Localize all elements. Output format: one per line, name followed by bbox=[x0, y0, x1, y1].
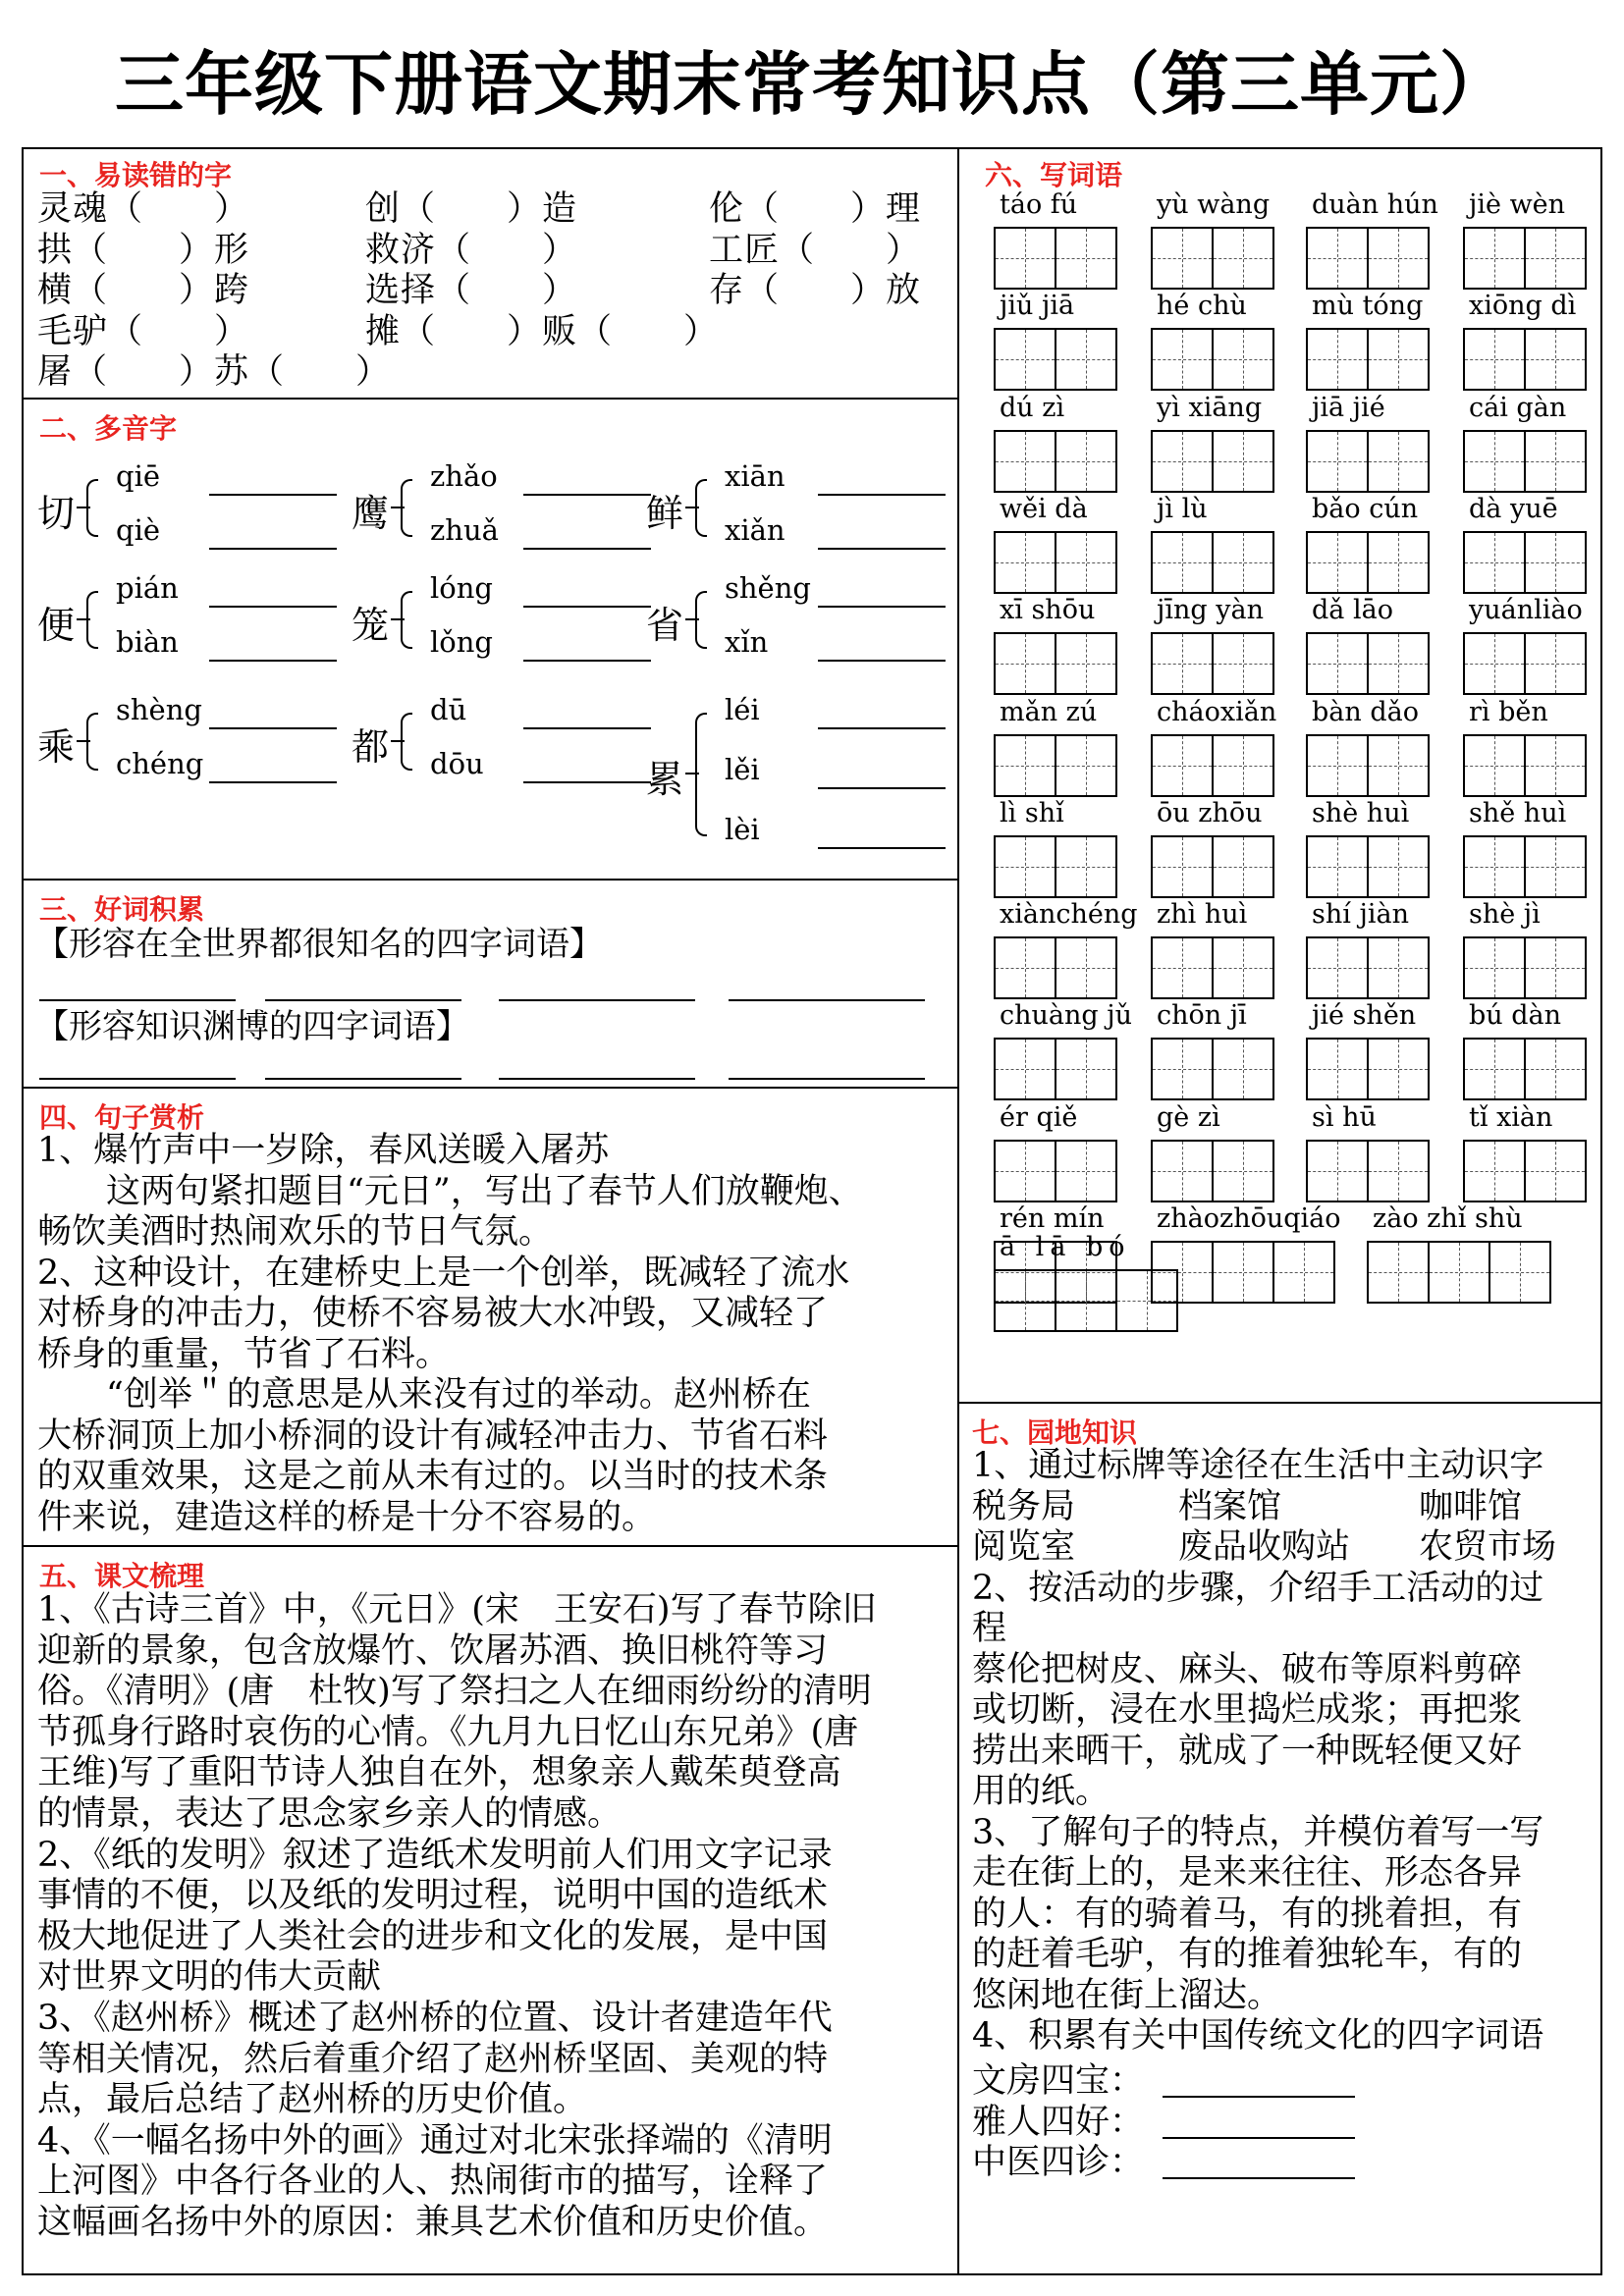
answer-line[interactable] bbox=[39, 1078, 236, 1080]
misread-item: 拱（ ）形 bbox=[37, 230, 250, 270]
writing-cell[interactable] bbox=[1463, 1038, 1526, 1100]
writing-cell[interactable] bbox=[1212, 835, 1274, 898]
answer-line[interactable] bbox=[209, 606, 337, 608]
pinyin-reading: qiè bbox=[116, 513, 161, 547]
misread-item: 摊（ ）贩（ ） bbox=[365, 311, 720, 351]
polyphonic-char: 乘 bbox=[37, 724, 76, 769]
text-line: 的赶着毛驴，有的推着独轮车，有的 bbox=[972, 1935, 1523, 1974]
writing-cell[interactable] bbox=[1055, 1140, 1117, 1202]
answer-line[interactable] bbox=[729, 999, 925, 1001]
answer-line[interactable] bbox=[523, 494, 651, 496]
writing-cell[interactable] bbox=[1524, 835, 1587, 898]
pinyin-reading: zhǎo bbox=[430, 459, 498, 493]
text-line: 3、了解句子的特点，并模仿着写一写 bbox=[972, 1812, 1544, 1852]
writing-cell[interactable] bbox=[1306, 328, 1369, 391]
pinyin-reading: zhuǎ bbox=[430, 513, 499, 547]
writing-cell[interactable] bbox=[1212, 1241, 1274, 1304]
writing-cell[interactable] bbox=[1524, 531, 1587, 594]
pinyin-reading: pián bbox=[116, 571, 179, 605]
writing-cell[interactable] bbox=[1151, 835, 1214, 898]
writing-cell[interactable] bbox=[1367, 1038, 1430, 1100]
brace-icon bbox=[86, 713, 98, 771]
writing-cell[interactable] bbox=[1306, 227, 1369, 290]
section-4-heading: 四、句子赏析 bbox=[39, 1101, 205, 1134]
text-line: 悠闲地在街上溜达。 bbox=[972, 1975, 1282, 2015]
text-line: 用的纸。 bbox=[972, 1772, 1110, 1811]
pinyin-prompt: táo fú bbox=[1000, 189, 1078, 220]
brace-tip bbox=[391, 618, 405, 620]
misread-item: 选择（ ） bbox=[365, 271, 578, 310]
text-line: 节孤身行路时哀伤的心情。《九月九日忆山东兄弟》(唐 bbox=[37, 1712, 859, 1752]
text-line: 2、这种设计，在建桥史上是一个创举，既减轻了流水 bbox=[37, 1253, 850, 1293]
pinyin-prompt: rì běn bbox=[1469, 696, 1548, 727]
answer-line[interactable] bbox=[209, 781, 337, 783]
brace-tip bbox=[77, 740, 90, 742]
answer-line[interactable] bbox=[729, 1078, 925, 1080]
brace-icon bbox=[695, 713, 707, 836]
fill-label: 中医四诊： bbox=[972, 2143, 1145, 2182]
pinyin-prompt: sì hū bbox=[1312, 1101, 1377, 1133]
brace-tip bbox=[685, 773, 699, 774]
writing-cell[interactable] bbox=[1306, 1038, 1369, 1100]
pinyin-prompt: zhàozhōuqiáo bbox=[1157, 1203, 1341, 1234]
pinyin-reading: dōu bbox=[430, 747, 484, 780]
answer-line[interactable] bbox=[209, 727, 337, 729]
text-line: 2、《纸的发明》叙述了造纸术发明前人们用文字记录 bbox=[37, 1835, 833, 1875]
pinyin-prompt: chuàng jǔ bbox=[1000, 1000, 1133, 1032]
writing-cell[interactable] bbox=[1306, 734, 1369, 797]
pinyin-prompt: yì xiāng bbox=[1157, 392, 1263, 423]
answer-line[interactable] bbox=[523, 606, 651, 608]
misread-item: 工匠（ ） bbox=[709, 230, 922, 270]
writing-cell[interactable] bbox=[1367, 734, 1430, 797]
text-line: 上河图》中各行各业的人、热闹街市的描写，诠释了 bbox=[37, 2162, 829, 2202]
writing-cell[interactable] bbox=[1306, 936, 1369, 999]
pinyin-prompt: yuánliào bbox=[1469, 595, 1583, 626]
text-line: 走在街上的，是来来往往、形态各异 bbox=[972, 1853, 1523, 1893]
text-line: 对桥身的冲击力，使桥不容易被大水冲毁，又减轻了 bbox=[37, 1294, 829, 1333]
misread-item: 横（ ）跨 bbox=[37, 271, 250, 310]
answer-line[interactable] bbox=[523, 781, 651, 783]
writing-cell[interactable] bbox=[1055, 531, 1117, 594]
brace-icon bbox=[695, 591, 707, 649]
writing-cell[interactable] bbox=[994, 1140, 1056, 1202]
text-line: 桥身的重量，节省了石料。 bbox=[37, 1334, 451, 1374]
pinyin-prompt: bǎo cún bbox=[1312, 493, 1419, 524]
text-line: 事情的不便，以及纸的发明过程，说明中国的造纸术 bbox=[37, 1876, 829, 1916]
word-prompt-1: 【形容在全世界都很知名的四字词语】 bbox=[35, 925, 603, 964]
pinyin-prompt: wěi dà bbox=[1000, 493, 1088, 524]
pinyin-reading: xǐn bbox=[725, 625, 769, 659]
writing-cell[interactable] bbox=[1489, 1241, 1551, 1304]
writing-cell[interactable] bbox=[1306, 632, 1369, 695]
pinyin-prompt: cháoxiǎn bbox=[1157, 696, 1277, 727]
text-line: 迎新的景象，包含放爆竹、饮屠苏酒、换旧桃符等习 bbox=[37, 1630, 829, 1671]
text-line: 4、《一幅名扬中外的画》通过对北宋张择端的《清明 bbox=[37, 2120, 833, 2161]
pinyin-prompt: rén mín bbox=[1000, 1203, 1105, 1234]
misread-item: 救济（ ） bbox=[365, 230, 578, 270]
writing-cell[interactable] bbox=[1151, 531, 1214, 594]
page-title: 三年级下册语文期末常考知识点（第三单元） bbox=[115, 44, 1509, 125]
writing-cell[interactable] bbox=[1463, 835, 1526, 898]
pinyin-prompt: bú dàn bbox=[1469, 1000, 1562, 1032]
writing-cell[interactable] bbox=[1367, 1241, 1430, 1304]
writing-cell[interactable] bbox=[1151, 227, 1214, 290]
writing-cell[interactable] bbox=[994, 1269, 1056, 1332]
text-line: 的人：有的骑着马，有的挑着担，有 bbox=[972, 1894, 1523, 1934]
fill-label: 雅人四好： bbox=[972, 2102, 1145, 2142]
answer-line[interactable] bbox=[523, 548, 651, 550]
answer-line[interactable] bbox=[39, 999, 236, 1001]
writing-cell[interactable] bbox=[994, 328, 1056, 391]
writing-cell[interactable] bbox=[1055, 1269, 1117, 1332]
pinyin-reading: chéng bbox=[116, 747, 204, 780]
text-line: 税务局 档案馆 咖啡馆 bbox=[972, 1486, 1523, 1526]
pinyin-prompt: jiè wèn bbox=[1469, 189, 1566, 220]
divider-2 bbox=[22, 879, 957, 881]
section-5-heading: 五、课文梳理 bbox=[39, 1560, 205, 1592]
writing-cell[interactable] bbox=[1055, 936, 1117, 999]
polyphonic-char: 鹰 bbox=[352, 491, 390, 535]
writing-cell[interactable] bbox=[1524, 227, 1587, 290]
writing-cell[interactable] bbox=[1212, 328, 1274, 391]
writing-cell[interactable] bbox=[1055, 632, 1117, 695]
pinyin-reading: biàn bbox=[116, 625, 179, 659]
text-line: 阅览室 废品收购站 农贸市场 bbox=[972, 1527, 1557, 1567]
writing-cell[interactable] bbox=[1463, 227, 1526, 290]
pinyin-prompt: cái gàn bbox=[1469, 392, 1567, 423]
text-line: 这幅画名扬中外的原因：兼具艺术价值和历史价值。 bbox=[37, 2203, 829, 2242]
text-line: 或切断，浸在水里捣烂成浆；再把浆 bbox=[972, 1690, 1523, 1730]
writing-cell[interactable] bbox=[1428, 1241, 1490, 1304]
writing-cell[interactable] bbox=[1151, 1140, 1214, 1202]
text-line: 捞出来晒干，就成了一种既轻便又好 bbox=[972, 1731, 1523, 1771]
pinyin-prompt: ér qiě bbox=[1000, 1101, 1078, 1133]
pinyin-reading: lǒng bbox=[430, 625, 493, 659]
text-line: 3、《赵州桥》概述了赵州桥的位置、设计者建造年代 bbox=[37, 1999, 833, 2038]
brace-tip bbox=[391, 507, 405, 508]
answer-line[interactable] bbox=[818, 727, 946, 729]
text-line: 这两句紧扣题目“元日”，写出了春节人们放鞭炮、 bbox=[37, 1171, 863, 1211]
text-line: 等相关情况，然后着重介绍了赵州桥坚固、美观的特 bbox=[37, 2039, 829, 2079]
writing-cell[interactable] bbox=[1524, 734, 1587, 797]
writing-cell[interactable] bbox=[1367, 835, 1430, 898]
pinyin-reading: lèi bbox=[725, 813, 760, 846]
text-line: 畅饮美酒时热闹欢乐的节日气氛。 bbox=[37, 1212, 554, 1252]
pinyin-reading: léi bbox=[725, 693, 760, 726]
writing-cell[interactable] bbox=[1212, 734, 1274, 797]
writing-cell[interactable] bbox=[1151, 632, 1214, 695]
pinyin-prompt: jīng yàn bbox=[1157, 595, 1265, 626]
answer-line[interactable] bbox=[1163, 2177, 1355, 2179]
misread-item: 灵魂（ ） bbox=[37, 189, 250, 229]
answer-line[interactable] bbox=[818, 606, 946, 608]
pinyin-reading: dū bbox=[430, 693, 467, 726]
writing-cell[interactable] bbox=[994, 430, 1056, 493]
polyphonic-char: 鲜 bbox=[646, 491, 684, 535]
column-divider bbox=[957, 147, 959, 2275]
writing-cell[interactable] bbox=[1524, 1140, 1587, 1202]
pinyin-prompt: dà yuē bbox=[1469, 493, 1558, 524]
writing-cell[interactable] bbox=[1367, 1140, 1430, 1202]
polyphonic-char: 省 bbox=[646, 603, 684, 647]
writing-cell[interactable] bbox=[994, 632, 1056, 695]
pinyin-prompt: ā lā bó bbox=[1000, 1231, 1131, 1262]
brace-icon bbox=[86, 591, 98, 649]
text-line: 的情景，表达了思念家乡亲人的情感。 bbox=[37, 1794, 623, 1834]
writing-cell[interactable] bbox=[1055, 1038, 1117, 1100]
text-line: 1、通过标牌等途径在生活中主动识字 bbox=[972, 1446, 1544, 1485]
answer-line[interactable] bbox=[265, 1078, 461, 1080]
writing-cell[interactable] bbox=[1212, 1140, 1274, 1202]
answer-line[interactable] bbox=[499, 1078, 695, 1080]
answer-line[interactable] bbox=[818, 847, 946, 849]
text-line: “创举＂的意思是从来没有过的举动。赵州桥在 bbox=[37, 1375, 811, 1415]
misread-item: 创（ ）造 bbox=[365, 189, 578, 229]
brace-tip bbox=[77, 507, 90, 508]
polyphonic-char: 切 bbox=[37, 491, 76, 535]
writing-cell[interactable] bbox=[1212, 531, 1274, 594]
answer-line[interactable] bbox=[818, 548, 946, 550]
writing-cell[interactable] bbox=[1151, 1038, 1214, 1100]
pinyin-prompt: duàn hún bbox=[1312, 189, 1438, 220]
pinyin-prompt: xiōng dì bbox=[1469, 291, 1577, 322]
writing-cell[interactable] bbox=[994, 734, 1056, 797]
pinyin-prompt: zhì huì bbox=[1157, 899, 1248, 931]
polyphonic-char: 笼 bbox=[352, 603, 390, 647]
pinyin-prompt: dǎ lāo bbox=[1312, 595, 1393, 626]
writing-cell[interactable] bbox=[1212, 936, 1274, 999]
answer-line[interactable] bbox=[523, 660, 651, 662]
pinyin-reading: xiān bbox=[725, 459, 785, 493]
brace-icon bbox=[86, 479, 98, 537]
writing-cell[interactable] bbox=[994, 227, 1056, 290]
writing-cell[interactable] bbox=[1306, 531, 1369, 594]
writing-cell[interactable] bbox=[1151, 430, 1214, 493]
pinyin-prompt: shí jiàn bbox=[1312, 899, 1409, 931]
pinyin-prompt: shè huì bbox=[1312, 797, 1410, 828]
writing-cell[interactable] bbox=[1367, 328, 1430, 391]
writing-cell[interactable] bbox=[1367, 531, 1430, 594]
divider-5 bbox=[957, 1402, 1602, 1404]
section-3-heading: 三、好词积累 bbox=[39, 893, 205, 926]
pinyin-prompt: lì shǐ bbox=[1000, 797, 1064, 828]
pinyin-prompt: xiànchéng bbox=[1000, 899, 1138, 931]
writing-cell[interactable] bbox=[1055, 328, 1117, 391]
fill-label: 文房四宝： bbox=[972, 2061, 1145, 2101]
writing-cell[interactable] bbox=[994, 531, 1056, 594]
text-line: 的双重效果，这是之前从未有过的。以当时的技术条 bbox=[37, 1457, 829, 1496]
writing-cell[interactable] bbox=[994, 835, 1056, 898]
polyphonic-char: 都 bbox=[352, 724, 390, 769]
writing-cell[interactable] bbox=[1367, 632, 1430, 695]
answer-line[interactable] bbox=[499, 999, 695, 1001]
pinyin-reading: shěng bbox=[725, 571, 811, 605]
divider-1 bbox=[22, 398, 957, 400]
brace-tip bbox=[685, 618, 699, 620]
writing-cell[interactable] bbox=[1055, 227, 1117, 290]
writing-cell[interactable] bbox=[1306, 835, 1369, 898]
writing-cell[interactable] bbox=[1212, 632, 1274, 695]
text-line: 对世界文明的伟大贡献 bbox=[37, 1957, 382, 1998]
brace-icon bbox=[401, 591, 412, 649]
pinyin-prompt: gè zì bbox=[1157, 1101, 1220, 1133]
writing-cell[interactable] bbox=[1367, 936, 1430, 999]
writing-cell[interactable] bbox=[1463, 1140, 1526, 1202]
pinyin-reading: lóng bbox=[430, 571, 493, 605]
polyphonic-char: 便 bbox=[37, 603, 76, 647]
writing-cell[interactable] bbox=[1212, 430, 1274, 493]
section-7-heading: 七、园地知识 bbox=[972, 1416, 1138, 1449]
pinyin-prompt: tǐ xiàn bbox=[1469, 1101, 1553, 1133]
answer-line[interactable] bbox=[209, 494, 337, 496]
text-line: 极大地促进了人类社会的进步和文化的发展，是中国 bbox=[37, 1916, 829, 1956]
pinyin-prompt: jiā jié bbox=[1312, 392, 1385, 423]
writing-cell[interactable] bbox=[1151, 328, 1214, 391]
pinyin-reading: lěi bbox=[725, 753, 760, 786]
writing-cell[interactable] bbox=[1463, 632, 1526, 695]
text-line: 件来说，建造这样的桥是十分不容易的。 bbox=[37, 1497, 657, 1537]
pinyin-prompt: jiǔ jiā bbox=[1000, 291, 1075, 322]
pinyin-prompt: mù tóng bbox=[1312, 291, 1424, 322]
writing-cell[interactable] bbox=[1463, 430, 1526, 493]
misread-item: 毛驴（ ） bbox=[37, 311, 250, 351]
brace-tip bbox=[685, 507, 699, 508]
writing-cell[interactable] bbox=[1463, 531, 1526, 594]
writing-cell[interactable] bbox=[1212, 1038, 1274, 1100]
misread-item: 伦（ ）理 bbox=[709, 189, 922, 229]
brace-icon bbox=[401, 479, 412, 537]
text-line: 1、《古诗三首》中，《元日》(宋 王安石)写了春节除旧 bbox=[37, 1590, 877, 1629]
writing-cell[interactable] bbox=[1055, 835, 1117, 898]
answer-line[interactable] bbox=[209, 660, 337, 662]
text-line: 4、积累有关中国传统文化的四字词语 bbox=[972, 2016, 1544, 2056]
word-prompt-2: 【形容知识渊博的四字词语】 bbox=[35, 1007, 469, 1046]
misread-item: 存（ ）放 bbox=[709, 271, 922, 310]
writing-cell[interactable] bbox=[1524, 936, 1587, 999]
writing-cell[interactable] bbox=[1306, 430, 1369, 493]
section-2-heading: 二、多音字 bbox=[39, 412, 178, 445]
writing-cell[interactable] bbox=[1524, 328, 1587, 391]
pinyin-prompt: jì lù bbox=[1157, 493, 1208, 524]
writing-cell[interactable] bbox=[1463, 936, 1526, 999]
pinyin-reading: qiē bbox=[116, 459, 161, 493]
brace-icon bbox=[401, 713, 412, 771]
writing-cell[interactable] bbox=[994, 936, 1056, 999]
writing-cell[interactable] bbox=[1524, 1038, 1587, 1100]
brace-tip bbox=[77, 618, 90, 620]
pinyin-prompt: chōn jī bbox=[1157, 1000, 1247, 1032]
writing-cell[interactable] bbox=[1055, 430, 1117, 493]
answer-line[interactable] bbox=[818, 494, 946, 496]
answer-line[interactable] bbox=[265, 999, 461, 1001]
pinyin-prompt: hé chù bbox=[1157, 291, 1247, 322]
pinyin-prompt: zào zhǐ shù bbox=[1373, 1203, 1523, 1234]
answer-line[interactable] bbox=[209, 548, 337, 550]
answer-line[interactable] bbox=[818, 660, 946, 662]
text-line: 1、爆竹声中一岁除，春风送暖入屠苏 bbox=[37, 1131, 610, 1170]
pinyin-prompt: jié shěn bbox=[1312, 1000, 1417, 1032]
answer-line[interactable] bbox=[1163, 2137, 1355, 2139]
pinyin-prompt: ōu zhōu bbox=[1157, 797, 1263, 828]
text-line: 大桥洞顶上加小桥洞的设计有减轻冲击力、节省石料 bbox=[37, 1415, 829, 1456]
pinyin-reading: shèng bbox=[116, 693, 202, 726]
writing-cell[interactable] bbox=[1524, 632, 1587, 695]
writing-cell[interactable] bbox=[1306, 1140, 1369, 1202]
divider-4 bbox=[22, 1545, 957, 1547]
text-line: 点，最后总结了赵州桥的历史价值。 bbox=[37, 2080, 588, 2120]
writing-cell[interactable] bbox=[1212, 227, 1274, 290]
answer-line[interactable] bbox=[523, 727, 651, 729]
pinyin-prompt: yù wàng bbox=[1157, 189, 1271, 220]
pinyin-prompt: bàn dǎo bbox=[1312, 696, 1419, 727]
brace-tip bbox=[391, 740, 405, 742]
misread-item: 屠（ ）苏（ ） bbox=[37, 352, 392, 392]
pinyin-prompt: dú zì bbox=[1000, 392, 1065, 423]
answer-line[interactable] bbox=[818, 787, 946, 789]
writing-cell[interactable] bbox=[1463, 328, 1526, 391]
writing-cell[interactable] bbox=[1151, 734, 1214, 797]
pinyin-prompt: shě huì bbox=[1469, 797, 1567, 828]
brace-icon bbox=[695, 479, 707, 537]
writing-cell[interactable] bbox=[1367, 430, 1430, 493]
text-line: 程 bbox=[972, 1609, 1007, 1648]
text-line: 蔡伦把树皮、麻头、破布等原料剪碎 bbox=[972, 1649, 1523, 1689]
writing-cell[interactable] bbox=[994, 1038, 1056, 1100]
divider-3 bbox=[22, 1087, 957, 1089]
pinyin-prompt: mǎn zú bbox=[1000, 696, 1098, 727]
section-6-heading: 六、写词语 bbox=[985, 159, 1123, 191]
pinyin-prompt: xī shōu bbox=[1000, 595, 1096, 626]
writing-cell[interactable] bbox=[1272, 1241, 1335, 1304]
writing-cell[interactable] bbox=[1115, 1269, 1178, 1332]
writing-cell[interactable] bbox=[1463, 734, 1526, 797]
pinyin-prompt: shè jì bbox=[1469, 899, 1541, 931]
writing-cell[interactable] bbox=[1055, 734, 1117, 797]
text-line: 俗。《清明》(唐 杜牧)写了祭扫之人在细雨纷纷的清明 bbox=[37, 1672, 872, 1712]
writing-cell[interactable] bbox=[1367, 227, 1430, 290]
answer-line[interactable] bbox=[1163, 2096, 1355, 2098]
section-1-heading: 一、易读错的字 bbox=[39, 159, 233, 191]
writing-cell[interactable] bbox=[1524, 430, 1587, 493]
text-line: 王维)写了重阳节诗人独自在外，想象亲人戴茱萸登高 bbox=[37, 1753, 841, 1793]
writing-cell[interactable] bbox=[1151, 936, 1214, 999]
text-line: 2、按活动的步骤，介绍手工活动的过 bbox=[972, 1568, 1544, 1608]
polyphonic-char: 累 bbox=[646, 758, 684, 801]
pinyin-reading: xiǎn bbox=[725, 513, 785, 547]
